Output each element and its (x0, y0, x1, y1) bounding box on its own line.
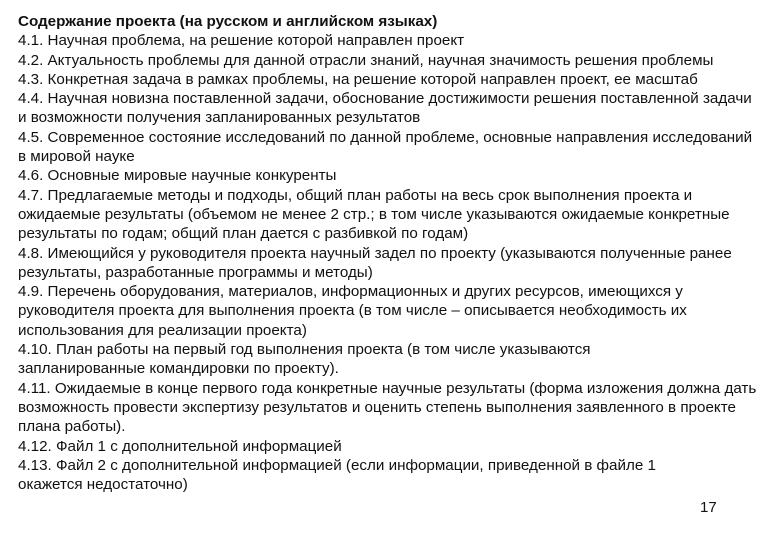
list-item-4-6: 4.6. Основные мировые научные конкуренты (18, 167, 337, 185)
list-item-4-1: 4.1. Научная проблема, на решение которой направлен проект (18, 32, 465, 50)
list-item-4-5: 4.5. Современное состояние исследований по данной проблеме, основные направления исследований в мировой науке (18, 128, 753, 166)
list-item-4-9: 4.9. Перечень оборудования, материалов, информационных и других ресурсов, имеющихся у руководителя проекта для выполнения проекта (в том числе – описывается необходимость их использования для реализации проекта) (18, 283, 687, 339)
list-item-4-4: 4.4. Научная новизна поставленной задачи, обоснование достижимости решения поставленной задачи и возможности получения запланированных результатов (18, 90, 752, 127)
list-item-4-8: 4.8. Имеющийся у руководителя проекта научный задел по проекту (указываются полученные ранее результаты, разработанные программы и методы) (18, 244, 732, 281)
list-item-4-13: 4.13. Файл 2 с дополнительной информацией (если информации, приведенной в файле 1 окажется недостаточно) (18, 456, 656, 494)
list-item-4-3: 4.3. Конкретная задача в рамках проблемы, на решение которой направлен проект, ее масштаб (18, 70, 698, 88)
section-heading: Содержание проекта (на русском и английском языках) (18, 13, 438, 30)
content-list (18, 12, 758, 494)
list-item-4-7: 4.7. Предлагаемые методы и подходы, общий план работы на весь срок выполнения проекта и ожидаемые результаты (объемом не менее 2 стр.; в том числе указываются ожидаемые конкретные результаты по годам; общий план дается с разбивкой по годам) (18, 186, 730, 243)
list-item-4-2: 4.2. Актуальность проблемы для данной отрасли знаний, научная значимость решения проблемы (18, 51, 714, 69)
list-item-4-10: 4.10. План работы на первый год выполнения проекта (в том числе указываются запланированные командировки по проекту). (18, 341, 591, 378)
page-number: 17 (700, 499, 717, 516)
list-item-4-12: 4.12. Файл 1 с дополнительной информацией (18, 437, 342, 455)
list-item-4-11: 4.11. Ожидаемые в конце первого года конкретные научные результаты (форма изложения должна дать возможность провести экспертизу результатов и оценить степень выполнения заявленного в проекте плана работы). (18, 379, 757, 436)
